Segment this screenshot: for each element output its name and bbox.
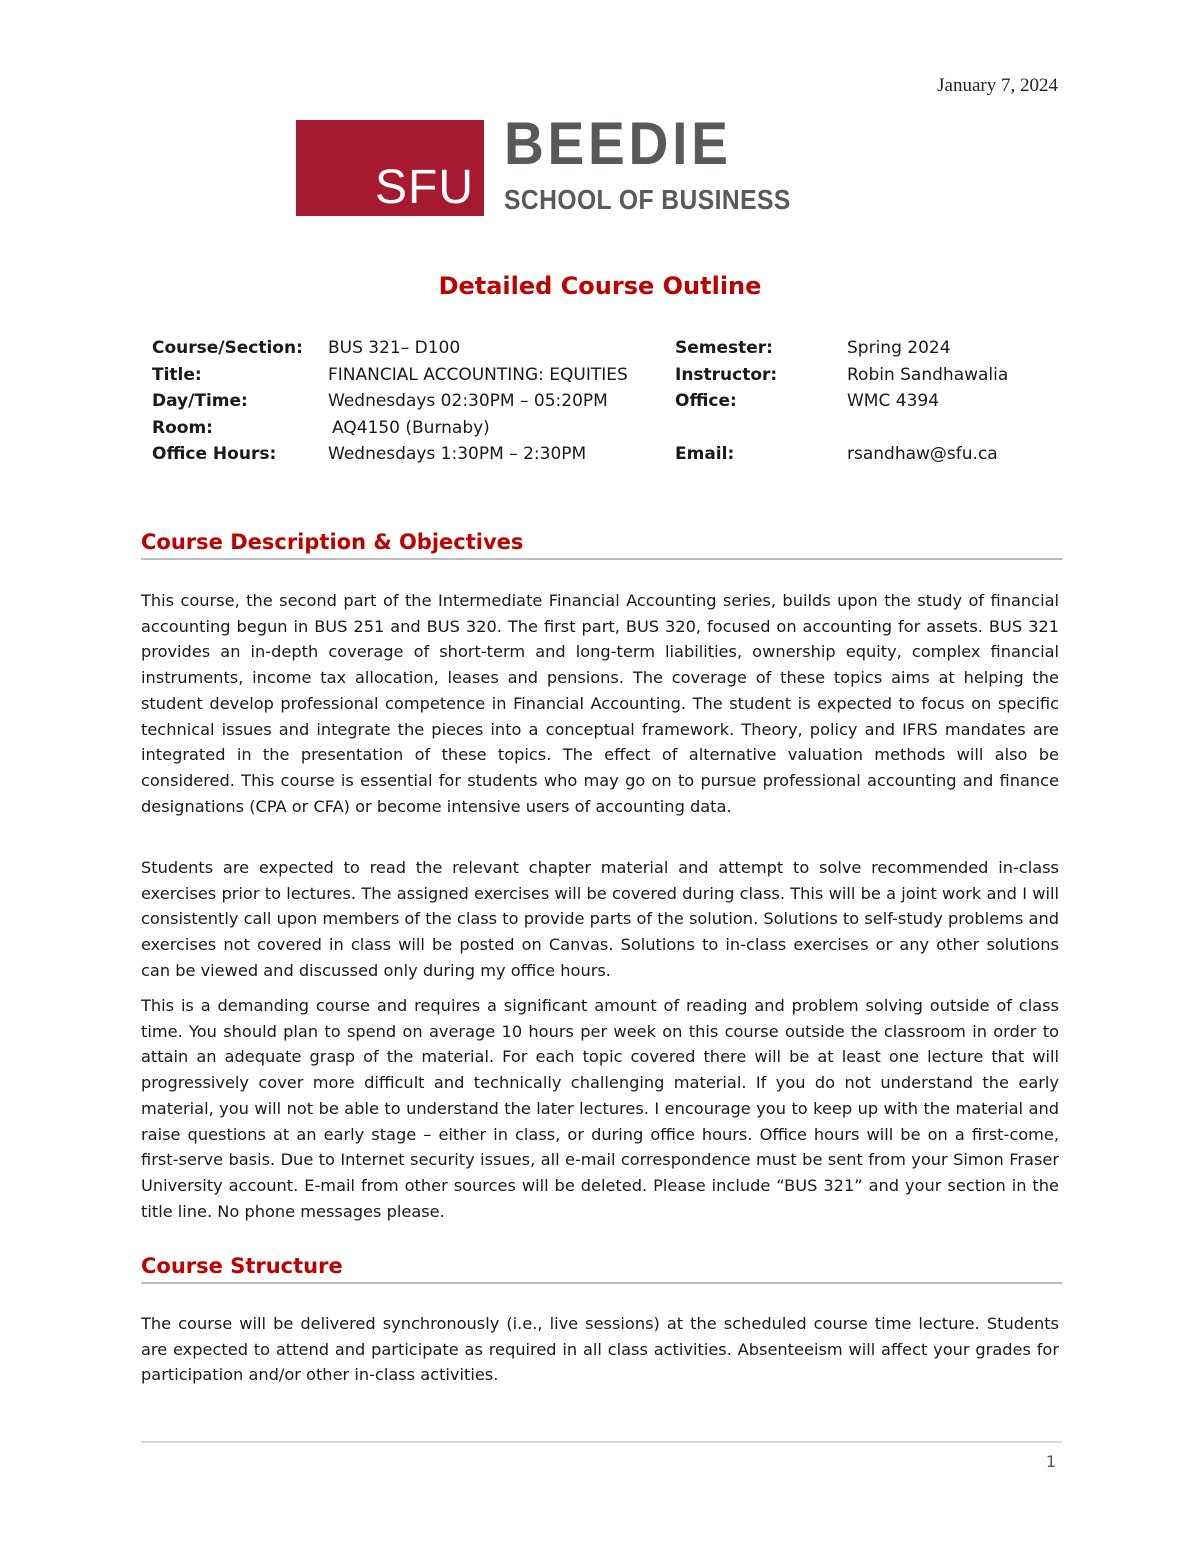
description-paragraph-2: Students are expected to read the relevant chapter material and attempt to solve recommended in-class exercises prior to lectures. The assigned exercises will be covered during class. This will be a joint work and I will consistently call upon members of the class to provide parts of the solution. Solutions to self-study problems and exercises not covered in class will be posted on Canvas. Solutions to in-class exercises or any other solutions can be viewed and discussed only during my office hours.: [141, 858, 1059, 980]
email-label: Email:: [675, 444, 735, 464]
title-label: Title:: [152, 364, 202, 385]
room-value: AQ4150 (Burnaby): [332, 417, 490, 438]
office-label: Office:: [675, 391, 737, 411]
semester-label: Semester:: [675, 338, 773, 358]
semester-value: Spring 2024: [847, 338, 951, 358]
course-section-value: BUS 321– D100: [328, 338, 461, 358]
room-label: Room:: [152, 417, 213, 438]
sfu-logo-box: [296, 120, 484, 216]
info-row: [152, 418, 1052, 445]
info-row: [152, 444, 1052, 471]
beedie-logo: [296, 110, 796, 216]
info-row: [152, 338, 1052, 365]
email-value[interactable]: rsandhaw@sfu.ca: [847, 444, 998, 464]
office-hours-value: Wednesdays 1:30PM – 2:30PM: [328, 444, 587, 464]
info-row: [152, 391, 1052, 418]
instructor-value: Robin Sandhawalia: [847, 364, 1009, 385]
course-info-table: [152, 338, 1052, 471]
school-of-business-wordmark: SCHOOL OF BUSINESS: [504, 184, 791, 215]
section-heading-structure: Course Structure: [141, 1254, 1062, 1284]
structure-paragraph-1: The course will be delivered synchronously (i.e., live sessions) at the scheduled course time lecture. Students are expected to attend and participate as required in all class activities. Absenteeism will affect your grades for participation and/or other in-class activities.: [141, 1314, 1059, 1385]
footer-divider: [141, 1441, 1062, 1443]
office-value: WMC 4394: [847, 391, 940, 411]
description-paragraph-1: This course, the second part of the Intermediate Financial Accounting series, builds upon the study of financial accounting begun in BUS 251 and BUS 320. The first part, BUS 320, focused on accounting for assets. BUS 321 provides an in-depth coverage of short-term and long-term liabilities, ownership equity, complex financial instruments, income tax allocation, leases and pensions. The coverage of these topics aims at helping the student develop professional competence in Financial Accounting. The student is expected to focus on specific technical issues and integrate the pieces into a conceptual framework. Theory, policy and IFRS mandates are integrated in the presentation of these topics. The effect of alternative valuation methods will also be considered. This course is essential for students who may go on to pursue professional accounting and finance designations (CPA or CFA) or become intensive users of accounting data.: [141, 591, 1059, 816]
daytime-label: Day/Time:: [152, 391, 248, 411]
course-section-label: Course/Section:: [152, 338, 303, 358]
section-heading-description: Course Description & Objectives: [141, 530, 1062, 560]
document-date: January 7, 2024: [937, 75, 1058, 96]
instructor-label: Instructor:: [675, 364, 778, 385]
office-hours-label: Office Hours:: [152, 444, 277, 464]
daytime-value: Wednesdays 02:30PM – 05:20PM: [328, 391, 608, 411]
info-row: [152, 365, 1052, 392]
page-number: 1: [1045, 1452, 1056, 1471]
description-paragraph-3: This is a demanding course and requires a significant amount of reading and problem solving outside of class time. You should plan to spend on average 10 hours per week on this course outside the classroom in order to attain an adequate grasp of the material. For each topic covered there will be at least one lecture that will progressively cover more difficult and technically challenging material. If you do not understand the early material, you will not be able to understand the later lectures. I encourage you to keep up with the material and raise questions at an early stage – either in class, or during office hours. Office hours will be on a first-come, first-serve basis. Due to Internet security issues, all e-mail correspondence must be sent from your Simon Fraser University account. E-mail from other sources will be deleted. Please include “BUS 321” and your section in the title line. No phone messages please.: [141, 996, 1059, 1221]
beedie-wordmark: BEEDIE: [504, 110, 732, 177]
title-value: FINANCIAL ACCOUNTING: EQUITIES: [328, 364, 628, 385]
sfu-logo-text: SFU: [375, 161, 474, 214]
document-title: Detailed Course Outline: [438, 272, 762, 300]
